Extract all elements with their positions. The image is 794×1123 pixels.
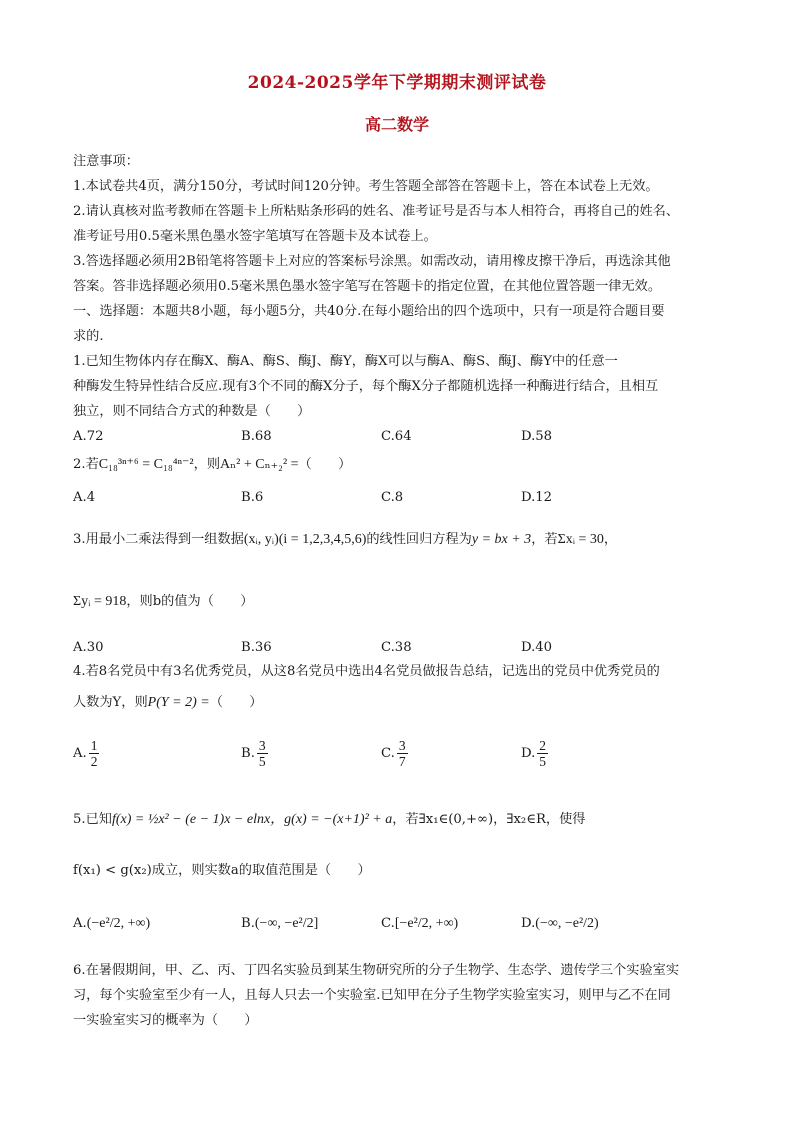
q2-stem <box>73 455 733 475</box>
q3-option-d: D.40 <box>521 640 553 655</box>
q5-option-a: A.(−e²/2, +∞) <box>73 916 151 931</box>
q5-condition: ，若∃x₁∈(0,+∞)，∃x₂∈R，使得 <box>392 812 586 827</box>
q3-equation: y = bx + 3 <box>471 532 532 547</box>
q3-stem-line-1 <box>73 530 733 550</box>
q5-stem-line-2: f(x₁) < g(x₂)成立，则实数a的取值范围是（ ） <box>73 863 371 878</box>
q6-stem-line-3: 一实验室实习的概率为（ ） <box>73 1013 258 1028</box>
q1-option-a: A.72 <box>73 429 104 444</box>
q4-text: 人数为Y，则 <box>73 695 148 710</box>
q1-stem-line-1: 1.已知生物体内存在酶X、酶A、酶S、酶J、酶Y，酶X可以与酶A、酶S、酶J、酶Y中的任意一 <box>73 354 618 369</box>
q4-option-a-fraction: $\frac{1}{2}$ <box>90 738 98 769</box>
q4-suffix: （ ） <box>209 695 263 710</box>
q4-probability: P(Y = 2) = <box>147 695 210 710</box>
q3-option-c: C.38 <box>381 640 412 655</box>
q2-option-d: D.12 <box>521 490 553 505</box>
q4-option-b: B. $\frac{3}{5}$ <box>241 738 266 769</box>
q5-option-c: C.[−e²/2, +∞) <box>381 916 459 931</box>
q4-option-c: C. $\frac{3}{7}$ <box>381 738 406 769</box>
section-1-line-1: 一、选择题：本题共8小题，每小题5分，共40分.在每小题给出的四个选项中，只有一项是符合题目要 <box>73 304 665 319</box>
q2-mid: ，则 <box>193 457 221 472</box>
q4-option-a: A. $\frac{1}{2}$ <box>73 738 98 769</box>
q4-stem-line-2 <box>73 693 733 713</box>
q5-f: f(x) = ½x² − (e − 1)x − elnx <box>111 812 271 827</box>
q2-option-b: B.6 <box>241 490 264 505</box>
q3-data: (xᵢ, yᵢ)(i = 1,2,3,4,5,6) <box>243 532 367 547</box>
q3-sum-y: Σyᵢ = 918 <box>73 594 127 609</box>
q2-equation: C₁₈³ⁿ⁺⁶ = C₁₈⁴ⁿ⁻² <box>98 457 194 472</box>
q3-stem-line-2 <box>73 592 733 612</box>
q1-option-b: B.68 <box>241 429 272 444</box>
q3-prefix: 3.用最小二乘法得到一组数据 <box>73 532 244 547</box>
notice-item-2-line-2: 准考证号用0.5毫米黑色墨水签字笔填写在答题卡及本试卷上。 <box>73 229 437 244</box>
q3-mid-1: 的线性回归方程为 <box>366 532 472 547</box>
q3-mid-2: ，若 <box>531 532 558 547</box>
q3-option-b: B.36 <box>241 640 272 655</box>
q6-stem-line-1: 6.在暑假期间，甲、乙、丙、丁四名实验员到某生物研究所的分子生物学、生态学、遗传学三个实验室实 <box>73 963 680 978</box>
q5-prefix: 5.已知 <box>73 812 112 827</box>
q2-suffix: （ ） <box>298 457 352 472</box>
q1-stem-line-3: 独立，则不同结合方式的种数是（ ） <box>73 404 311 419</box>
notice-item-3-line-1: 3.答选择题必须用2B铅笔将答题卡上对应的答案标号涂黑。如需改动，请用橡皮擦干净后，再选涂其他 <box>73 254 671 269</box>
q6-stem-line-2: 习，每个实验室至少有一人，且每人只去一个实验室.已知甲在分子生物学实验室实习，则甲与乙不在同 <box>73 988 671 1003</box>
q4-option-d-fraction: $\frac{2}{5}$ <box>539 738 547 769</box>
q1-option-d: D.58 <box>521 429 553 444</box>
exam-subject: 高二数学 <box>364 115 429 134</box>
q2-expression: Aₙ² + Cₙ₊₂² = <box>220 457 299 472</box>
q3-sum-x: Σxᵢ = 30 <box>557 532 604 547</box>
q4-stem-line-1: 4.若8名党员中有3名优秀党员，从这8名党员中选出4名党员做报告总结，记选出的党员中优秀党员的 <box>73 664 660 679</box>
notice-item-2-line-1: 2.请认真核对监考教师在答题卡上所粘贴条形码的姓名、准考证号是否与本人相符合，再将自己的姓名、 <box>73 204 680 219</box>
notice-heading: 注意事项： <box>73 154 139 169</box>
notice-item-3-line-2: 答案。答非选择题必须用0.5毫米黑色墨水签字笔写在答题卡的指定位置，在其他位置答题一律无效。 <box>73 279 662 294</box>
q5-option-d: D.(−∞, −e²/2) <box>521 916 599 931</box>
q5-g: ，g(x) = −(x+1)² + a <box>270 812 393 827</box>
q1-option-c: C.64 <box>381 429 412 444</box>
q2-option-a: A.4 <box>73 490 96 505</box>
q3-option-a: A.30 <box>73 640 104 655</box>
q2-option-c: C.8 <box>381 490 404 505</box>
q5-option-b: B.(−∞, −e²/2] <box>241 916 319 931</box>
q4-option-b-fraction: $\frac{3}{5}$ <box>258 738 266 769</box>
q1-stem-line-2: 种酶发生特异性结合反应.现有3个不同的酶X分子，每个酶X分子都随机选择一种酶进行结合，且相互 <box>73 379 659 394</box>
section-1-line-2: 求的. <box>73 329 104 344</box>
notice-item-1: 1.本试卷共4页，满分150分，考试时间120分钟。考生答题全部答在答题卡上，答在本试卷上无效。 <box>73 179 659 194</box>
q2-prefix: 2.若 <box>73 457 99 472</box>
q4-option-c-fraction: $\frac{3}{7}$ <box>398 738 406 769</box>
q5-stem-line-1 <box>73 810 733 830</box>
exam-title: 2024-2025学年下学期期末测评试卷 <box>247 73 547 93</box>
q4-option-d: D. $\frac{2}{5}$ <box>521 738 547 769</box>
q3-tail: ，则b的值为（ ） <box>126 594 254 609</box>
q3-comma: ， <box>603 532 618 547</box>
